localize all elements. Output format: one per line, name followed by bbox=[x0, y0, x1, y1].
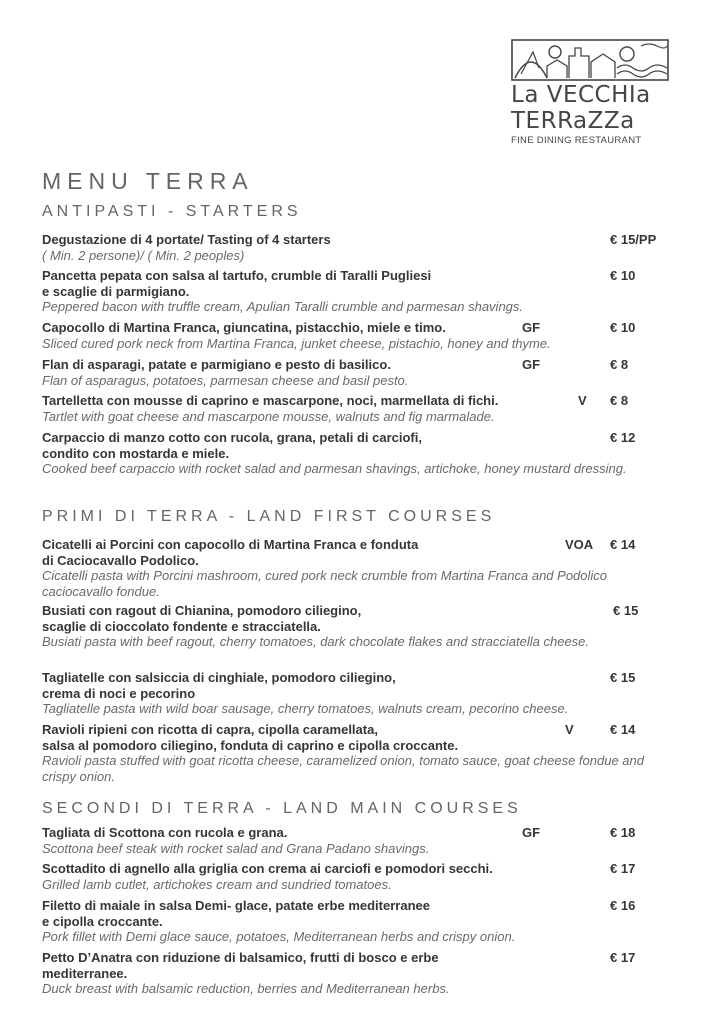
logo-name-line1: La VECCHIa bbox=[511, 82, 651, 108]
item-diet-tag: GF bbox=[522, 357, 541, 372]
item-price: € 18 bbox=[610, 825, 636, 840]
item-price: € 15/PP bbox=[610, 232, 657, 247]
item-translation: Cicatelli pasta with Porcini mashroom, cured pork neck crumble from Martina Franca and Podolico caciocavallo fondue. bbox=[42, 568, 608, 599]
menu-item bbox=[42, 670, 672, 717]
item-diet-tag: GF bbox=[522, 320, 541, 335]
item-diet-tag: V bbox=[578, 393, 587, 408]
item-name-cont: scaglie di cioccolato fondente e stracciatella. bbox=[42, 618, 321, 634]
restaurant-logo bbox=[511, 38, 671, 158]
item-price: € 17 bbox=[610, 861, 636, 876]
section-title-primi: PRIMI DI TERRA - LAND FIRST COURSES bbox=[42, 508, 496, 525]
item-translation: ( Min. 2 persone)/ ( Min. 2 peoples) bbox=[42, 247, 245, 263]
menu-item bbox=[42, 950, 672, 997]
menu-item bbox=[42, 320, 672, 351]
item-diet-tag: VOA bbox=[565, 537, 594, 552]
item-name: Petto D’Anatra con riduzione di balsamico, frutti di bosco e erbe bbox=[42, 950, 439, 965]
menu-item bbox=[42, 603, 672, 650]
item-translation: Duck breast with balsamic reduction, berries and Mediterranean herbs. bbox=[42, 981, 450, 996]
menu-item bbox=[42, 232, 672, 263]
item-price: € 16 bbox=[610, 898, 636, 913]
item-name: Cicatelli ai Porcini con capocollo di Martina Franca e fonduta bbox=[42, 537, 419, 552]
item-name: Tagliata di Scottona con rucola e grana. bbox=[42, 825, 288, 840]
item-translation: Cooked beef carpaccio with rocket salad and parmesan shavings, artichoke, honey mustard dressing. bbox=[42, 461, 627, 476]
item-translation: Ravioli pasta stuffed with goat ricotta cheese, caramelized onion, tomato sauce, goat cheese fondue and crispy onion. bbox=[42, 753, 644, 784]
item-price: € 8 bbox=[610, 357, 629, 372]
item-translation: Peppered bacon with truffle cream, Apulian Taralli crumble and parmesan shavings. bbox=[42, 299, 524, 314]
item-price: € 10 bbox=[610, 268, 636, 283]
section-title-secondi: SECONDI DI TERRA - LAND MAIN COURSES bbox=[42, 800, 522, 817]
menu-item bbox=[42, 357, 672, 388]
item-name: Filetto di maiale in salsa Demi- glace, patate erbe mediterranee bbox=[42, 898, 430, 913]
item-price: € 10 bbox=[610, 320, 636, 335]
item-translation: Grilled lamb cutlet, artichokes cream and sundried tomatoes. bbox=[42, 876, 392, 892]
item-name: Pancetta pepata con salsa al tartufo, crumble di Taralli Pugliesi bbox=[42, 268, 432, 283]
item-diet-tag: V bbox=[565, 722, 574, 737]
item-price: € 14 bbox=[610, 537, 636, 552]
item-name-cont: e cipolla croccante. bbox=[42, 913, 163, 929]
item-name: Tartelletta con mousse di caprino e mascarpone, noci, marmellata di fichi. bbox=[42, 393, 499, 408]
logo-subtitle: FINE DINING RESTAURANT bbox=[511, 135, 642, 146]
menu-item bbox=[42, 898, 672, 945]
item-translation: Flan of asparagus, potatoes, parmesan cheese and basil pesto. bbox=[42, 372, 409, 388]
item-price: € 17 bbox=[610, 950, 636, 965]
item-translation: Pork fillet with Demi glace sauce, potatoes, Mediterranean herbs and crispy onion. bbox=[42, 929, 516, 944]
item-price: € 15 bbox=[613, 603, 639, 618]
item-translation: Scottona beef steak with rocket salad and Grana Padano shavings. bbox=[42, 840, 430, 856]
item-name-cont: e scaglie di parmigiano. bbox=[42, 283, 190, 299]
item-price: € 15 bbox=[610, 670, 636, 685]
menu-item bbox=[42, 722, 672, 784]
item-name-cont: di Caciocavallo Podolico. bbox=[42, 552, 199, 568]
item-name-cont: mediterranee. bbox=[42, 965, 128, 981]
item-name: Ravioli ripieni con ricotta di capra, cipolla caramellata, bbox=[42, 722, 378, 737]
item-name-cont: salsa al pomodoro ciliegino, fonduta di caprino e cipolla croccante. bbox=[42, 737, 459, 753]
item-translation: Busiati pasta with beef ragout, cherry tomatoes, dark chocolate flakes and stracciatella cheese. bbox=[42, 634, 590, 649]
menu-item bbox=[42, 537, 672, 599]
item-price: € 8 bbox=[610, 393, 629, 408]
item-price: € 12 bbox=[610, 430, 636, 445]
menu-item bbox=[42, 861, 672, 892]
item-name: Carpaccio di manzo cotto con rucola, grana, petali di carciofi, bbox=[42, 430, 422, 445]
item-name: Scottadito di agnello alla griglia con crema ai carciofi e pomodori secchi. bbox=[42, 861, 493, 876]
item-price: € 14 bbox=[610, 722, 636, 737]
item-diet-tag: GF bbox=[522, 825, 541, 840]
menu-item bbox=[42, 430, 672, 477]
item-translation: Sliced cured pork neck from Martina Franca, junket cheese, pistachio, honey and thyme. bbox=[42, 335, 551, 351]
item-name: Degustazione di 4 portate/ Tasting of 4 starters bbox=[42, 232, 331, 247]
item-name: Busiati con ragout di Chianina, pomodoro ciliegino, bbox=[42, 603, 362, 618]
menu-item bbox=[42, 825, 672, 856]
item-name-cont: condito con mostarda e miele. bbox=[42, 445, 230, 461]
menu-item bbox=[42, 268, 672, 315]
item-translation: Tagliatelle pasta with wild boar sausage, cherry tomatoes, walnuts cream, pecorino cheese. bbox=[42, 701, 569, 716]
section-title-antipasti: ANTIPASTI - STARTERS bbox=[42, 203, 302, 220]
logo-name-line2: TERRaZZa bbox=[511, 108, 635, 134]
menu-item bbox=[42, 393, 672, 424]
menu-title: MENU TERRA bbox=[42, 168, 254, 194]
item-name-cont: crema di noci e pecorino bbox=[42, 685, 196, 701]
item-name: Tagliatelle con salsiccia di cinghiale, pomodoro ciliegino, bbox=[42, 670, 396, 685]
item-name: Capocollo di Martina Franca, giuncatina, pistacchio, miele e timo. bbox=[42, 320, 446, 335]
logo-emblem-icon bbox=[511, 38, 669, 82]
item-name: Flan di asparagi, patate e parmigiano e pesto di basilico. bbox=[42, 357, 391, 372]
item-translation: Tartlet with goat cheese and mascarpone mousse, walnuts and fig marmalade. bbox=[42, 408, 495, 424]
